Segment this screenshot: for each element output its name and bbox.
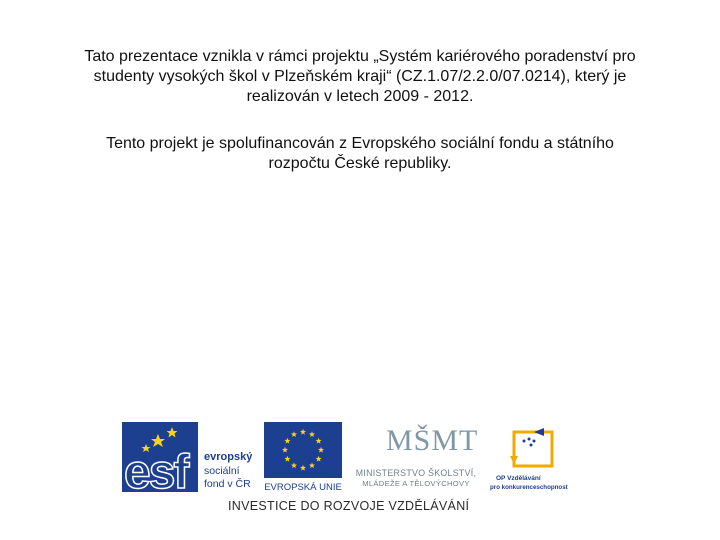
project-info-paragraph (40, 47, 680, 107)
svg-text:OP Vzdělávání: OP Vzdělávání (496, 475, 541, 482)
funding-line-1: Tento projekt je spolufinancován z Evropského sociální fondu a státního (106, 135, 614, 152)
msmt-logo (346, 418, 486, 508)
investice-tagline: INVESTICE DO ROZVOJE VZDĚLÁVÁNÍ (228, 499, 470, 513)
esf-logo (122, 422, 258, 506)
svg-text:MINISTERSTVO ŠKOLSTVÍ,: MINISTERSTVO ŠKOLSTVÍ, (355, 468, 477, 478)
project-info-line-2: studenty vysokých škol v Plzeňském kraji“ (CZ.1.07/2.2.0/07.0214), který je (93, 68, 627, 85)
svg-text:evropský: evropský (204, 451, 253, 463)
op-vk-logo (488, 422, 584, 506)
project-info-line-1: Tato prezentace vznikla v rámci projektu „Systém kariérového poradenství pro (84, 48, 636, 65)
svg-text:sociální: sociální (204, 465, 240, 477)
svg-text:fond v ČR: fond v ČR (204, 478, 251, 490)
funding-line-2: rozpočtu České republiky. (268, 155, 452, 172)
funding-paragraph (40, 134, 680, 174)
project-info-line-3: realizován v letech 2009 - 2012. (246, 88, 474, 105)
eu-flag-logo (262, 422, 344, 506)
svg-text:EVROPSKÁ UNIE: EVROPSKÁ UNIE (264, 482, 342, 493)
svg-text:MŠMT: MŠMT (386, 424, 479, 457)
svg-text:MLÁDEŽE A TĚLOVÝCHOVY: MLÁDEŽE A TĚLOVÝCHOVY (362, 479, 470, 488)
logo-strip (118, 418, 588, 518)
svg-text:pro konkurenceschopnost: pro konkurenceschopnost (490, 484, 568, 491)
svg-text:esf: esf (124, 446, 188, 499)
